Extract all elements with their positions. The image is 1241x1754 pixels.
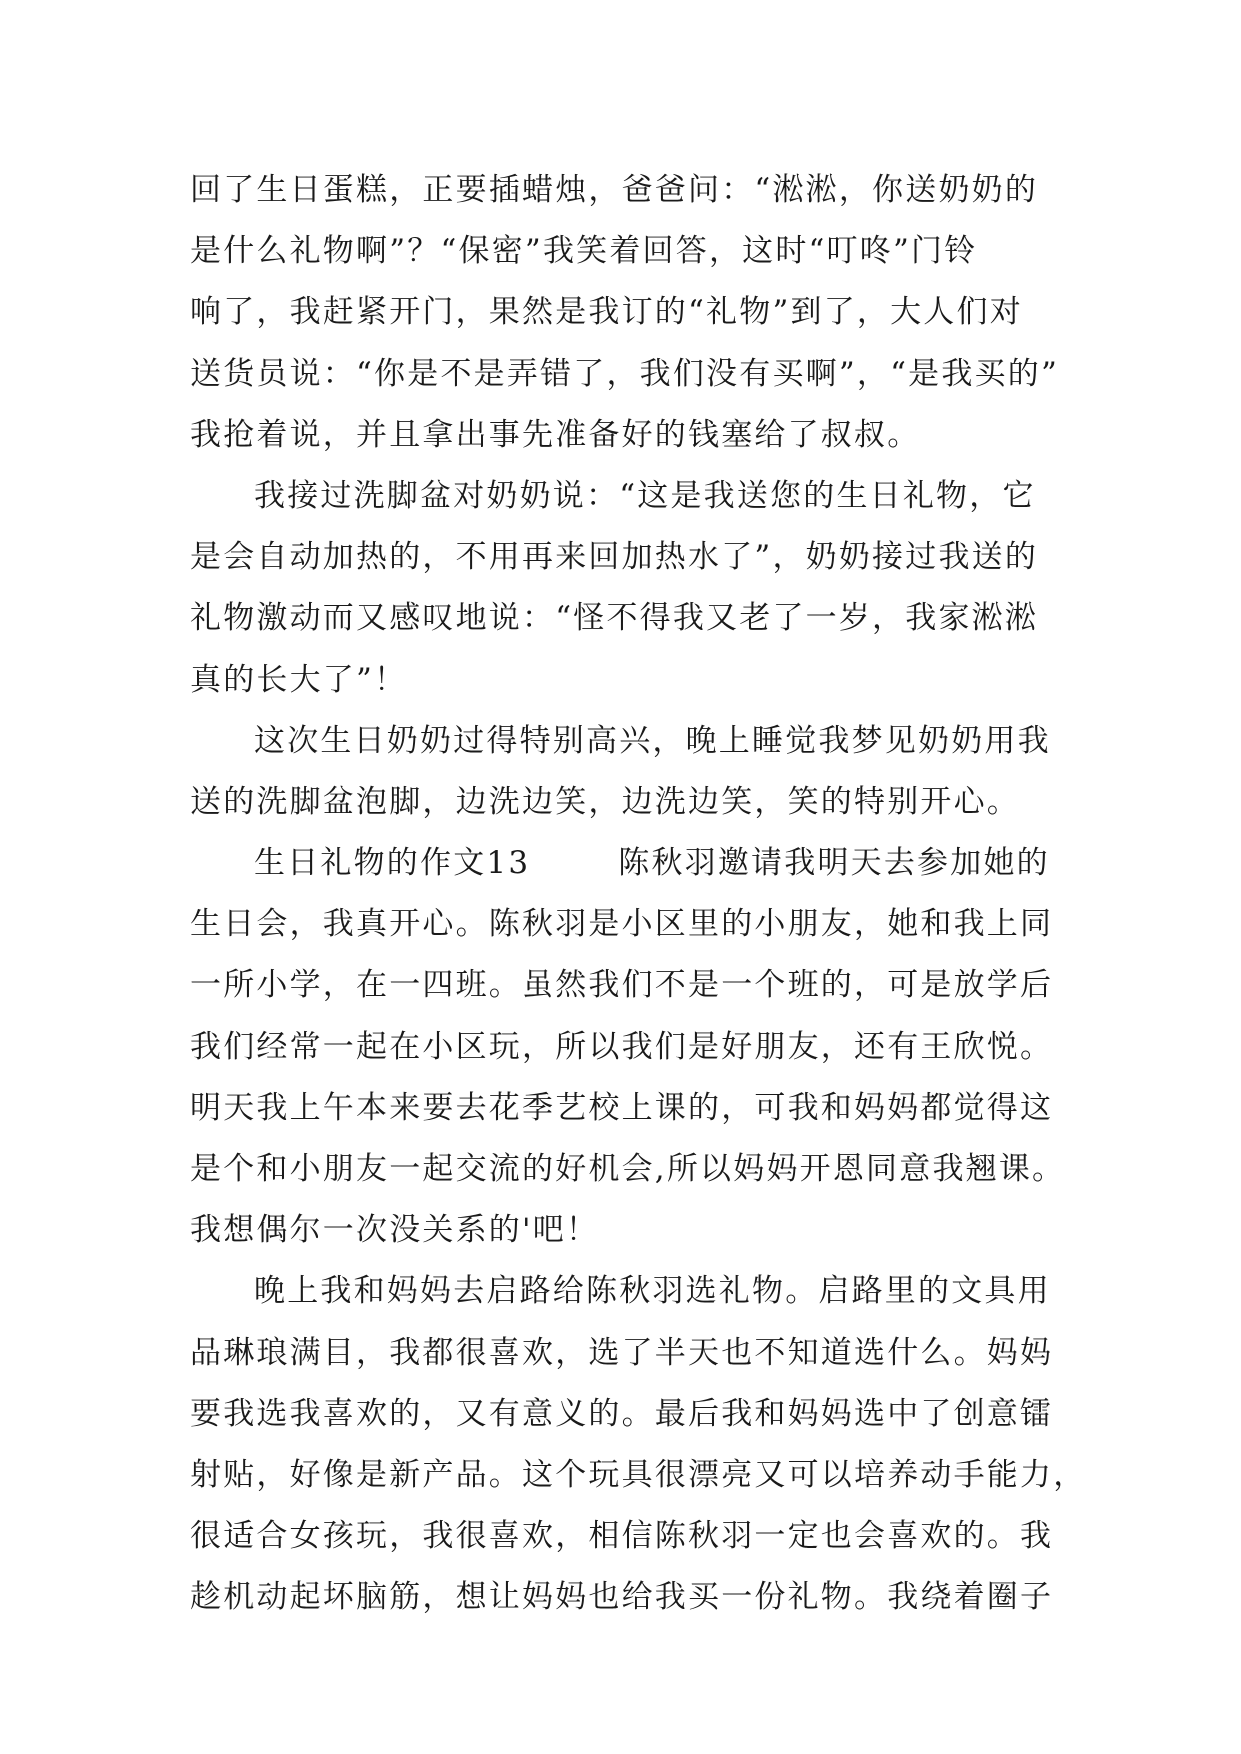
text-line: 很适合女孩玩，我很喜欢，相信陈秋羽一定也会喜欢的。我 <box>190 1518 1054 1555</box>
text-line: 是会自动加热的，不用再来回加热水了”，奶奶接过我送的 <box>190 539 1039 576</box>
text-segment: 陈秋羽邀请我明天去参加她的 <box>618 845 1050 882</box>
text-line: 射贴，好像是新产品。这个玩具很漂亮又可以培养动手能力， <box>190 1456 1087 1493</box>
paragraph-2 <box>190 466 1070 711</box>
text-line: 是个和小朋友一起交流的好机会,所以妈妈开恩同意我翘课。 <box>190 1151 1066 1187</box>
section-heading: 生日礼物的作文13 <box>254 845 531 882</box>
text-line: 品琳琅满目，我都很喜欢，选了半天也不知道选什么。妈妈 <box>190 1334 1054 1371</box>
paragraph-5 <box>190 1261 1087 1628</box>
text-line: 我想偶尔一次没关系的'吧！ <box>190 1212 600 1249</box>
text-line: 礼物激动而又感叹地说：“怪不得我又老了一岁，我家淞淞 <box>190 600 1039 637</box>
paragraph-3 <box>190 711 1070 833</box>
text-line: 是什么礼物啊”？“保密”我笑着回答，这时“叮咚”门铃 <box>190 233 978 270</box>
text-line: 送货员说：“你是不是弄错了，我们没有买啊”，“是我买的” <box>190 355 1059 392</box>
document-body <box>190 160 1087 1629</box>
paragraph-4 <box>190 833 1070 1261</box>
text-line: 响了，我赶紧开门，果然是我订的“礼物”到了，大人们对 <box>190 294 1023 331</box>
text-line: 晚上我和妈妈去启路给陈秋羽选礼物。启路里的文具用 <box>254 1273 1051 1310</box>
text-line: 趁机动起坏脑筋，想让妈妈也给我买一份礼物。我绕着圈子 <box>190 1579 1054 1616</box>
text-line: 我抢着说，并且拿出事先准备好的钱塞给了叔叔。 <box>190 416 921 453</box>
text-line: 送的洗脚盆泡脚，边洗边笑，边洗边笑，笑的特别开心。 <box>190 783 1020 820</box>
text-line: 回了生日蛋糕，正要插蜡烛，爸爸问：“淞淞，你送奶奶的 <box>190 172 1039 208</box>
text-line: 这次生日奶奶过得特别高兴，晚上睡觉我梦见奶奶用我 <box>254 722 1051 759</box>
text-line: 要我选我喜欢的，又有意义的。最后我和妈妈选中了创意镭 <box>190 1395 1054 1432</box>
paragraph-1 <box>190 160 1070 466</box>
text-line: 明天我上午本来要去花季艺校上课的，可我和妈妈都觉得这 <box>190 1089 1054 1126</box>
text-line: 一所小学，在一四班。虽然我们不是一个班的，可是放学后 <box>190 967 1054 1004</box>
section-heading-line <box>190 833 1070 894</box>
text-line: 我接过洗脚盆对奶奶说：“这是我送您的生日礼物，它 <box>254 477 1036 514</box>
text-line: 真的长大了”！ <box>190 661 408 698</box>
text-line: 生日会，我真开心。陈秋羽是小区里的小朋友，她和我上同 <box>190 906 1054 943</box>
text-line: 我们经常一起在小区玩，所以我们是好朋友，还有王欣悦。 <box>190 1028 1054 1065</box>
